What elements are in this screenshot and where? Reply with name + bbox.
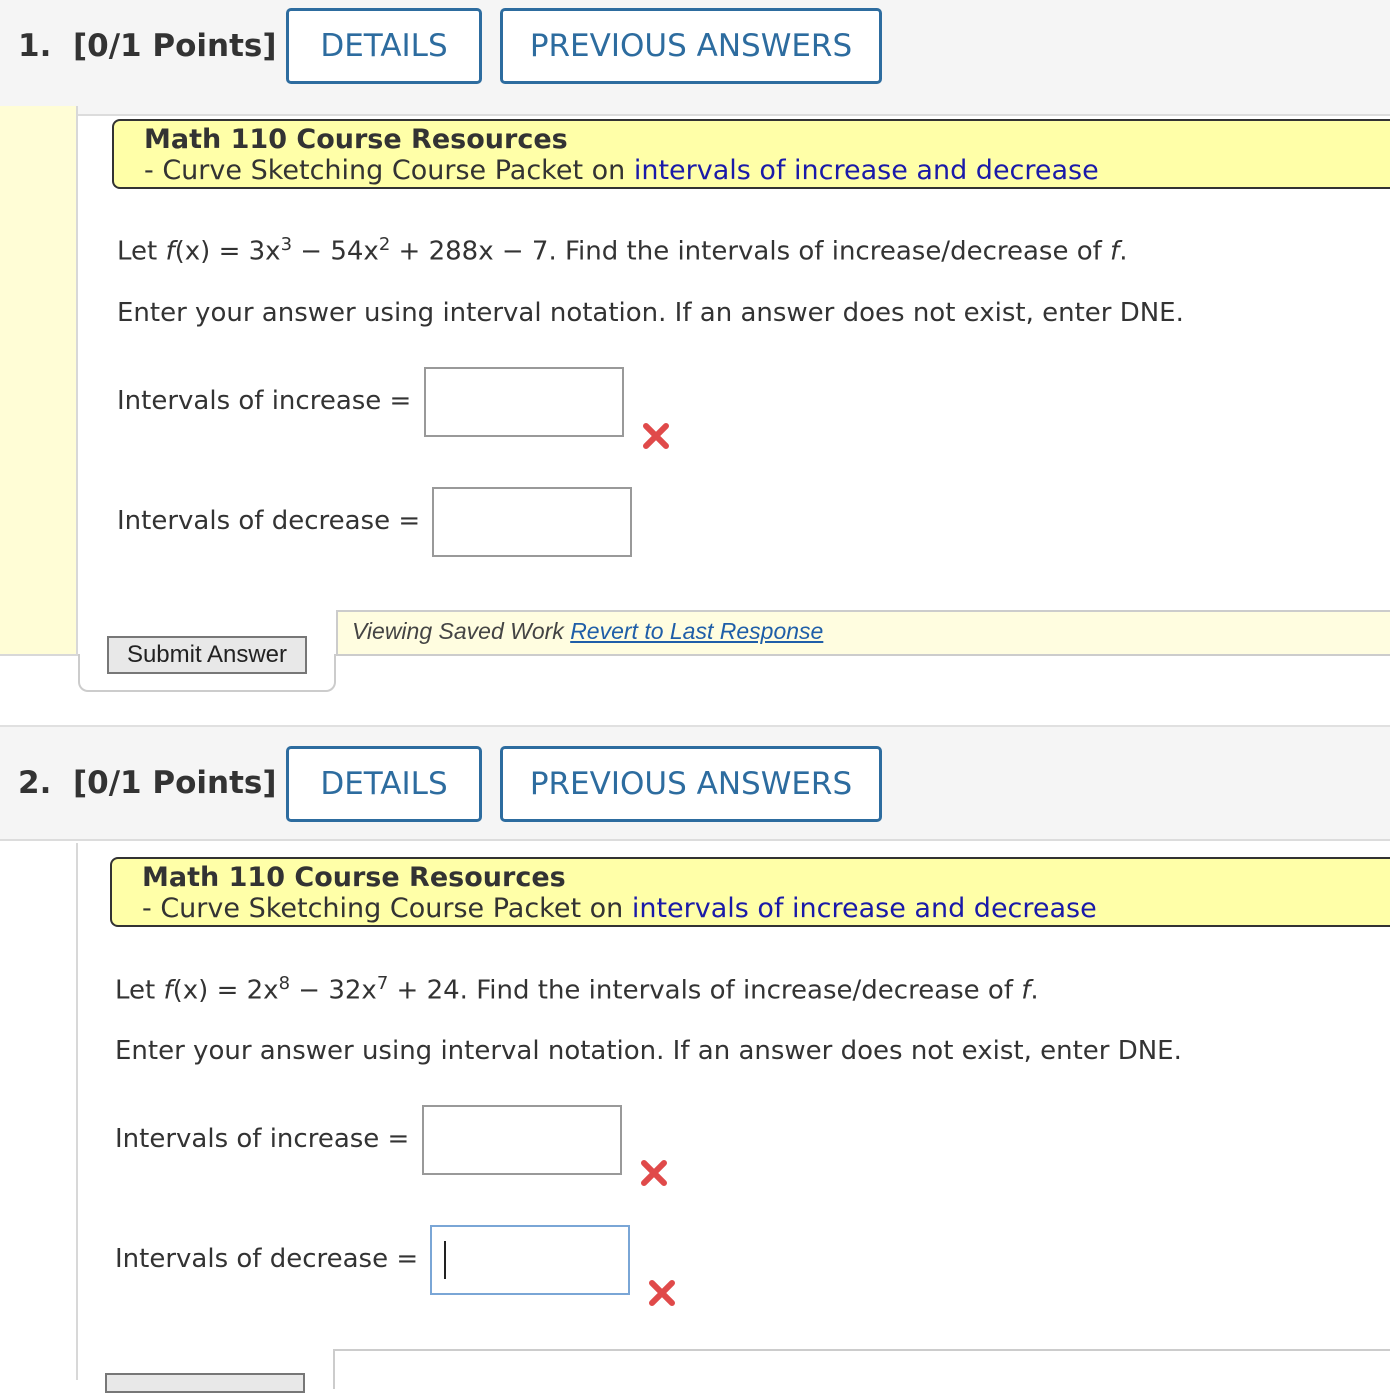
resource-line: - Curve Sketching Course Packet on intervals of increase and decrease [142, 893, 1097, 924]
resource-link[interactable]: intervals of increase and decrease [631, 893, 1097, 924]
decrease-label: Intervals of decrease = [117, 506, 421, 536]
question-body [0, 106, 1390, 692]
increase-label: Intervals of increase = [117, 386, 412, 416]
wrong-x-mark-icon [639, 1158, 669, 1188]
increase-input[interactable] [422, 1105, 622, 1175]
resource-link[interactable]: intervals of increase and decrease [633, 155, 1099, 186]
question-body [0, 843, 1390, 1380]
resource-box [110, 857, 1390, 927]
problem-statement: Let $f(x) = 3x^3 - 54x^2 + 288x - 7$. Find the intervals of increase/decrease of f. [117, 234, 1128, 267]
resource-box [112, 119, 1390, 189]
instructions: Enter your answer using interval notation. If an answer does not exist, enter DNE. [115, 1036, 1182, 1066]
submit-answer-button[interactable]: Submit Answer [107, 636, 307, 674]
wrong-x-mark-icon [641, 421, 671, 451]
previous-answers-button[interactable]: PREVIOUS ANSWERS [500, 746, 882, 822]
question-number: 2. [0/1 Points] [18, 765, 277, 801]
question-number: 1. [0/1 Points] [18, 28, 277, 64]
saved-work-bar [333, 1349, 1390, 1389]
problem-statement: Let $f(x) = 2x^8 - 32x^7 + 24$. Find the intervals of increase/decrease of f. [115, 973, 1039, 1006]
increase-input[interactable] [424, 367, 624, 437]
revert-link[interactable]: Revert to Last Response [570, 618, 824, 644]
details-button[interactable]: DETAILS [286, 8, 482, 84]
details-button[interactable]: DETAILS [286, 746, 482, 822]
points-label: [0/1 Points] [72, 28, 277, 64]
decrease-input[interactable] [432, 487, 632, 557]
resource-title: Math 110 Course Resources [142, 862, 566, 893]
resource-line: - Curve Sketching Course Packet on intervals of increase and decrease [144, 155, 1099, 186]
question-gutter [0, 106, 78, 654]
increase-label: Intervals of increase = [115, 1124, 410, 1154]
decrease-label: Intervals of decrease = [115, 1244, 419, 1274]
points-label: [0/1 Points] [72, 765, 277, 801]
text-caret [444, 1241, 446, 1279]
resource-title: Math 110 Course Resources [144, 124, 568, 155]
submit-answer-button[interactable] [105, 1373, 305, 1393]
question-header [0, 0, 1390, 116]
previous-answers-button[interactable]: PREVIOUS ANSWERS [500, 8, 882, 84]
question-gutter [0, 843, 78, 1380]
saved-work-bar: Viewing Saved Work Revert to Last Response [336, 610, 1390, 656]
question-header [0, 725, 1390, 841]
instructions: Enter your answer using interval notation. If an answer does not exist, enter DNE. [117, 298, 1184, 328]
wrong-x-mark-icon [647, 1278, 677, 1308]
decrease-input[interactable] [430, 1225, 630, 1295]
